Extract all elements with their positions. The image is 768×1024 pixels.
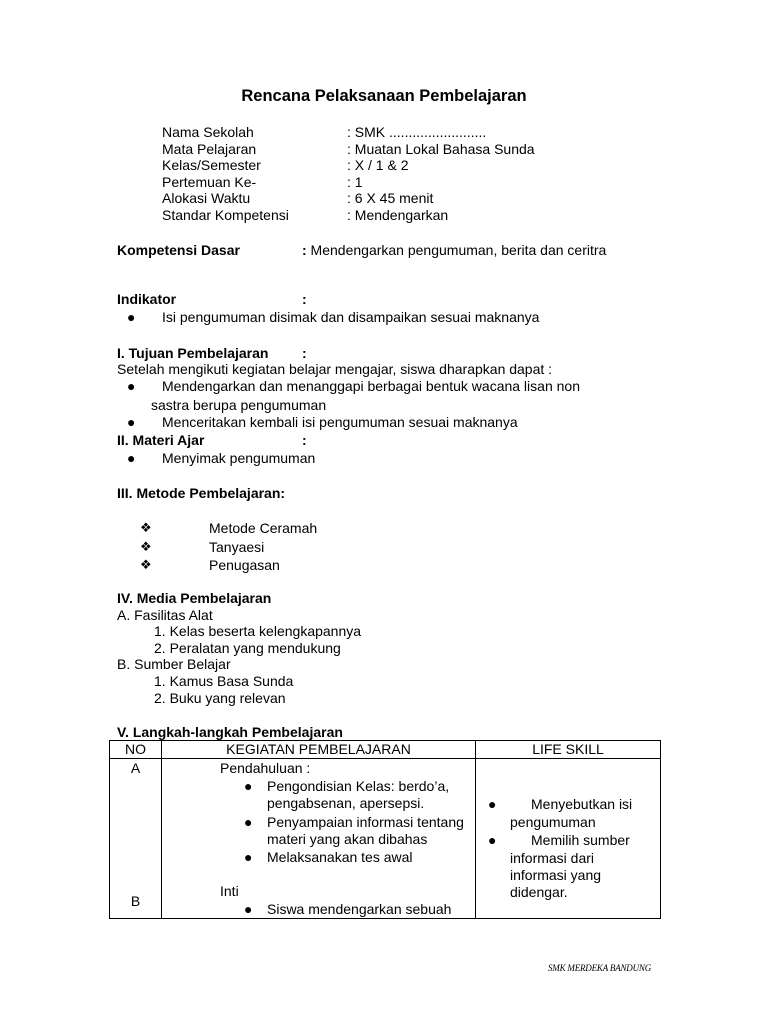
identity-row: Standar Kompetensi : Mendengarkan — [162, 206, 449, 223]
bullet-icon: ● — [244, 901, 253, 917]
life-skill-line: informasi dari — [510, 850, 595, 866]
bullet-icon: ● — [488, 796, 497, 812]
activity-line: Melaksanakan tes awal — [267, 849, 413, 865]
metode-heading: III. Metode Pembelajaran: — [117, 485, 286, 501]
identity-row: Mata Pelajaran : Muatan Lokal Bahasa Sunda — [162, 140, 535, 157]
identity-row: Pertemuan Ke- : 1 — [162, 173, 363, 190]
tujuan-heading: I. Tujuan Pembelajaran : — [117, 345, 307, 361]
life-skill-line: didengar. — [510, 884, 568, 900]
column-header: KEGIATAN PEMBELAJARAN — [162, 741, 476, 759]
bullet-icon: ● — [127, 450, 136, 466]
diamond-bullet-icon: ❖ — [140, 539, 152, 554]
document-title: Rencana Pelaksanaan Pembelajaran — [241, 87, 527, 105]
row-number: B — [130, 893, 141, 909]
langkah-heading: V. Langkah-langkah Pembelajaran — [117, 724, 343, 740]
media-a-label: A. Fasilitas Alat — [117, 607, 213, 623]
list-item: 1. Kelas beserta kelengkapannya — [154, 623, 362, 639]
kompetensi-dasar: Kompetensi Dasar : Mendengarkan pengumuman, berita dan ceritra — [117, 242, 607, 258]
identity-row: Kelas/Semester : X / 1 & 2 — [162, 157, 409, 174]
list-item: 2. Buku yang relevan — [154, 690, 286, 706]
bullet-icon: ● — [127, 309, 136, 325]
life-skill-line: informasi yang — [510, 867, 602, 883]
diamond-bullet-icon: ❖ — [140, 520, 152, 535]
footer-school-name: SMK MERDEKA BANDUNG — [547, 963, 651, 973]
bullet-icon: ● — [244, 778, 253, 794]
diamond-bullet-icon: ❖ — [140, 557, 152, 572]
kompetensi-value: Mendengarkan pengumuman, berita dan ceritra — [306, 242, 607, 258]
materi-heading: II. Materi Ajar : — [117, 432, 307, 448]
tujuan-intro: Setelah mengikuti kegiatan belajar mengajar, siswa dharapkan dapat : — [117, 361, 553, 377]
activity-line: Pengondisian Kelas: berdo’a, — [267, 778, 450, 794]
list-item-continuation: sastra berupa pengumuman — [151, 397, 327, 413]
activity-line: pengabsenan, apersepsi. — [267, 795, 425, 811]
activity-line: Penyampaian informasi tentang — [267, 814, 464, 830]
bullet-icon: ● — [127, 378, 136, 394]
identity-row: Alokasi Waktu : 6 X 45 menit — [162, 190, 434, 207]
column-header: LIFE SKILL — [476, 741, 661, 759]
identity-row: Nama Sekolah : SMK ......................... — [162, 124, 487, 140]
indikator-heading: Indikator : — [117, 291, 307, 307]
list-item: 2. Peralatan yang mendukung — [154, 640, 341, 656]
pendahuluan-label: Pendahuluan : — [220, 760, 311, 776]
life-skill-line: Menyebutkan isi — [531, 796, 633, 812]
bullet-icon: ● — [488, 832, 497, 848]
activity-line: Siswa mendengarkan sebuah — [267, 901, 452, 917]
row-number: A — [130, 760, 141, 776]
kompetensi-label: Kompetensi Dasar — [117, 242, 240, 258]
bullet-icon: ● — [127, 414, 136, 430]
table-row — [110, 759, 661, 919]
life-skill-line: Memilih sumber — [531, 832, 630, 848]
list-item: 1. Kamus Basa Sunda — [154, 673, 294, 689]
media-heading: IV. Media Pembelajaran — [117, 590, 272, 606]
identity-block — [162, 124, 535, 224]
column-header: NO — [110, 741, 162, 759]
langkah-table — [109, 740, 661, 919]
bullet-icon: ● — [244, 814, 253, 830]
table-header-row — [110, 741, 661, 759]
life-skill-line: pengumuman — [510, 814, 596, 830]
activity-line: materi yang akan dibahas — [267, 831, 428, 847]
media-b-label: B. Sumber Belajar — [117, 656, 231, 672]
inti-label: Inti — [220, 883, 239, 899]
bullet-icon: ● — [244, 849, 253, 865]
document-page: Rencana Pelaksanaan Pembelajaran Nama Sekolah : SMK ......................... Mata Pelajaran : Muatan Lokal Bahasa Sunda Kelas/Semester : X / 1 & 2 Pertemuan Ke- : 1 Alokasi Waktu : 6 X 45 menit Standar Kompetensi : Mendengarkan Kompetensi Dasar : Mendengarkan pengumuman, berita dan ceritra Indikator : ● Isi pengumuman disimak dan disampaikan sesuai maknanya I. Tujuan Pembelajaran : Setelah mengikuti kegiatan belajar mengajar, siswa dharapkan dapat : ● Mendengarkan dan menanggapi berbagai bentuk wacana lisan non sastra berupa pengumuman ● Menceritakan kembali isi pengumuman sesuai maknanya II. Materi Ajar : ● Menyimak pengumuman III. Metode Pembelajaran: ❖ Metode Ceramah ❖ Tanyaesi ❖ Penugasan IV. Media Pembelajaran A. Fasilitas Alat 1. Kelas beserta kelengkapannya 2. Peralatan yang mendukung B. Sumber Belajar 1. Kamus Basa Sunda 2. Buku yang relevan V. Langkah-langkah Pembelajaran NO KEGIATAN PEMBELAJARAN LIFE SKILL A B Pendahuluan : ● Pengondisian Kelas: berdo’a, pengabsenan, apersepsi. ● Penyampaian informasi tentang materi yang akan dibahas ● Melaksanakan tes awal Inti ● Siswa mendengarkan sebuah ● Menyebutkan isi pengumuman ● Memilih sumber informasi dari informasi yang didengar. SMK MERDEKA BANDUNG — [0, 0, 768, 1024]
